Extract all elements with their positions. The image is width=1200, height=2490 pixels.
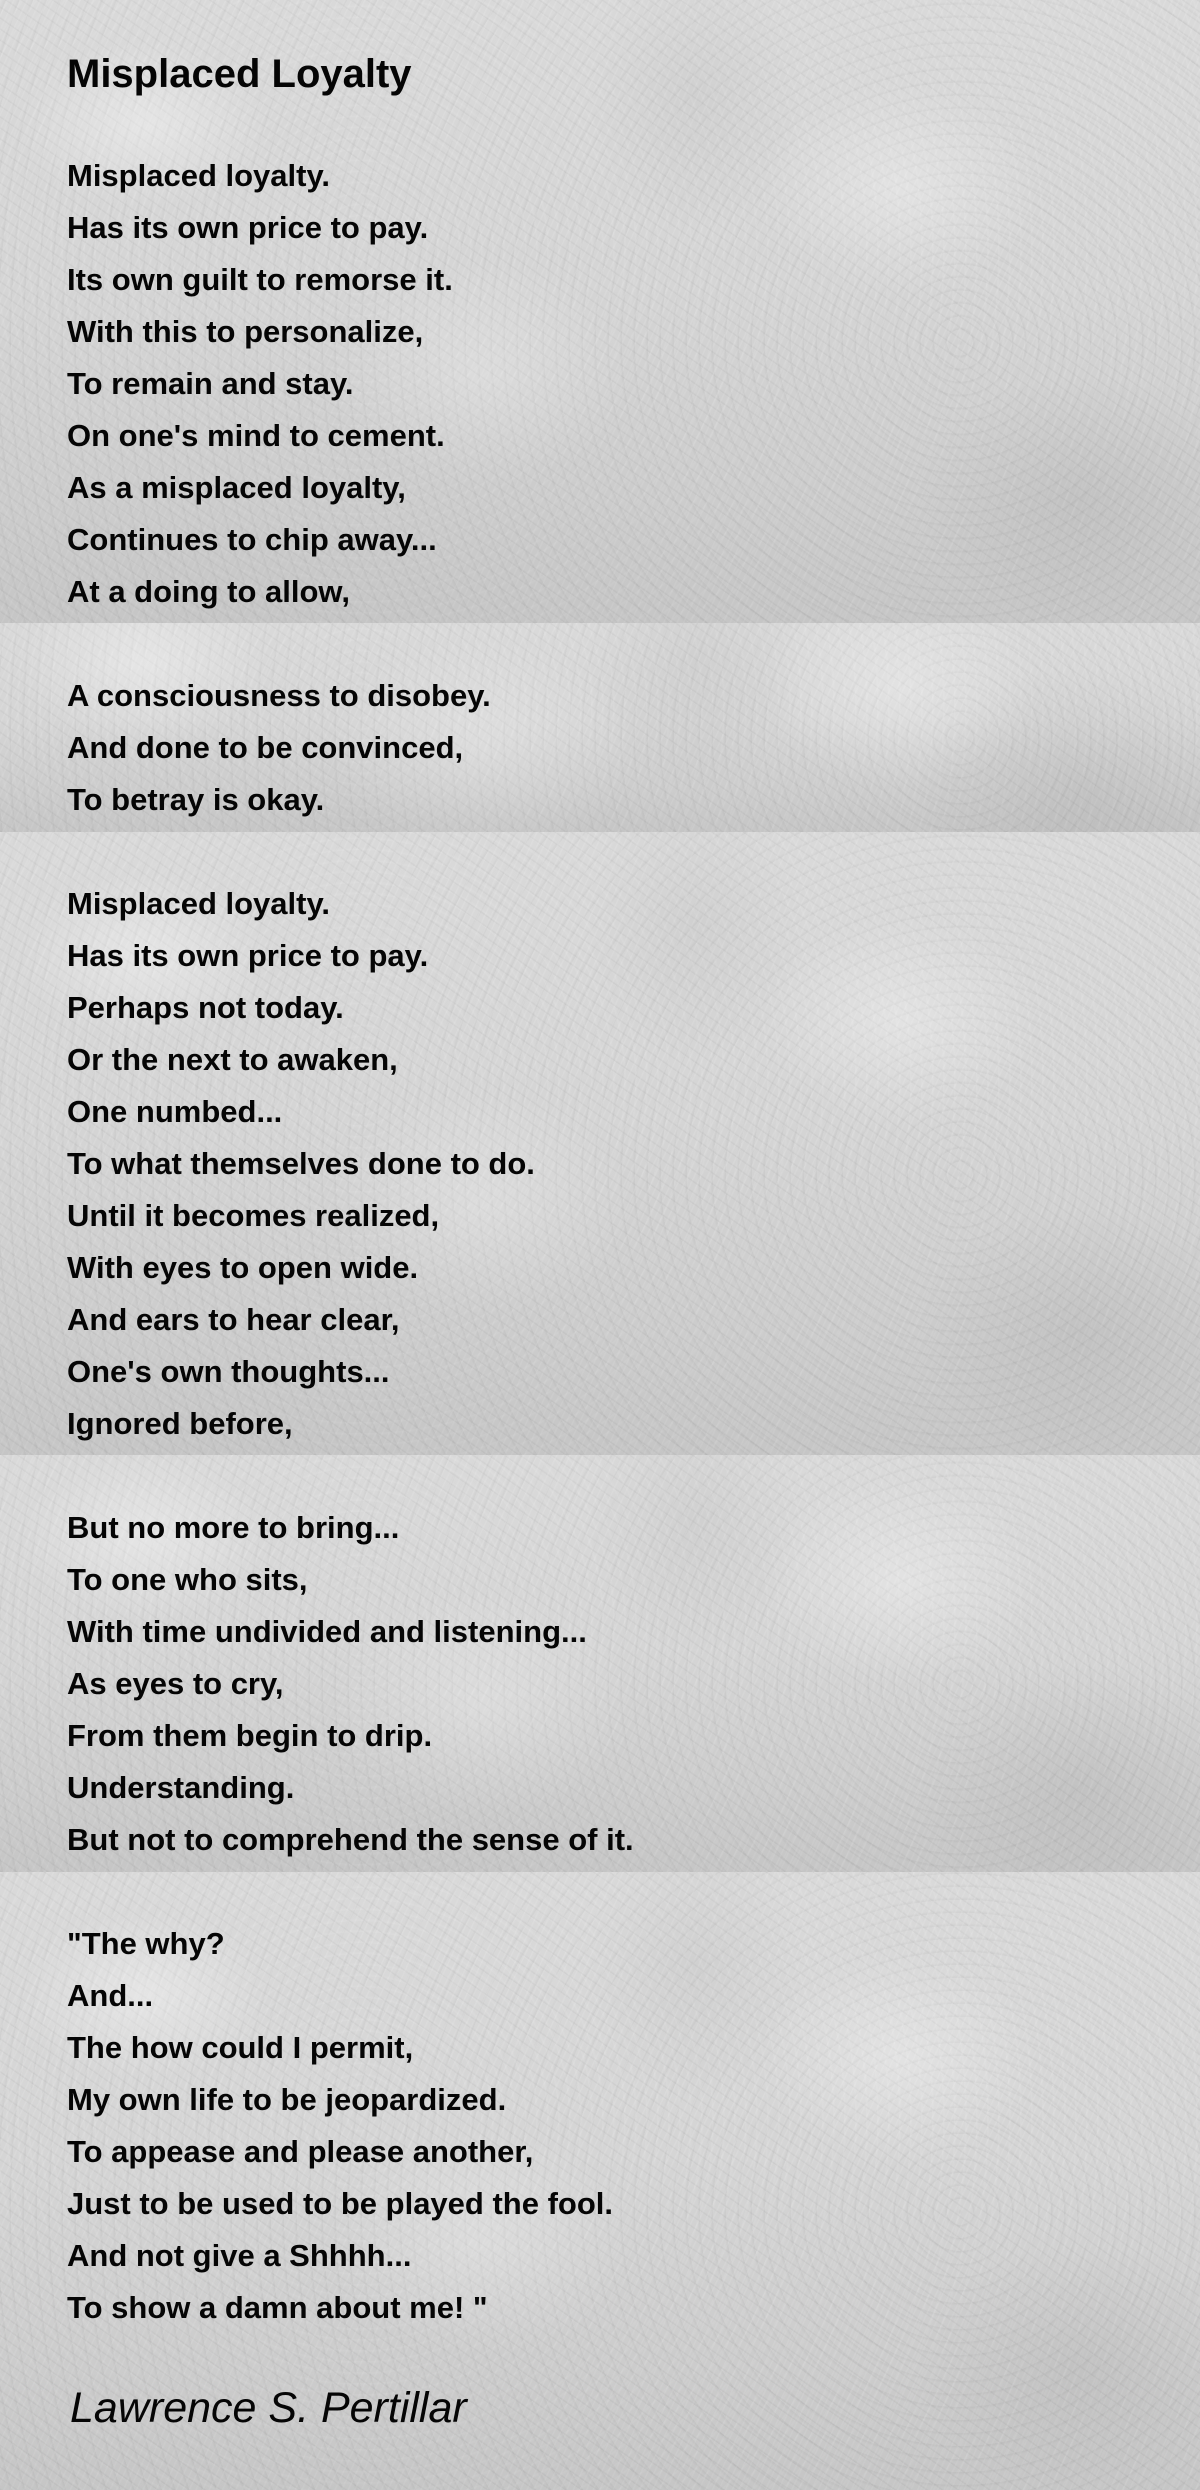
stanza-1	[67, 150, 634, 618]
stanza-5	[67, 1918, 634, 2334]
stanza-gap	[67, 826, 634, 878]
poem-line: On one's mind to cement.	[67, 418, 445, 453]
poem-line: "The why?	[67, 1926, 225, 1961]
poem-body	[67, 150, 634, 2334]
poem-line: With eyes to open wide.	[67, 1250, 419, 1285]
poem-line: Continues to chip away...	[67, 522, 437, 557]
poem-line: At a doing to allow,	[67, 574, 350, 609]
poem-line: Until it becomes realized,	[67, 1198, 440, 1233]
stanza-gap	[67, 1450, 634, 1502]
poem-line: Its own guilt to remorse it.	[67, 262, 453, 297]
poem-line: To remain and stay.	[67, 366, 354, 401]
poem-line: From them begin to drip.	[67, 1718, 433, 1753]
poem-line: To appease and please another,	[67, 2134, 534, 2169]
poem-line: And...	[67, 1978, 154, 2013]
poem-line: Ignored before,	[67, 1406, 293, 1441]
poem-line: To betray is okay.	[67, 782, 325, 817]
poem-title: Misplaced Loyalty	[67, 52, 412, 96]
poem-line: To show a damn about me! "	[67, 2290, 488, 2325]
stanza-4	[67, 1502, 634, 1866]
poem-line: And done to be convinced,	[67, 730, 464, 765]
poem-line: Has its own price to pay.	[67, 938, 429, 973]
poem-line: The how could I permit,	[67, 2030, 414, 2065]
poem-line: Just to be used to be played the fool.	[67, 2186, 613, 2221]
poem-line: With time undivided and listening...	[67, 1614, 587, 1649]
poem-line: One numbed...	[67, 1094, 283, 1129]
poem-line: My own life to be jeopardized.	[67, 2082, 507, 2117]
poem-line: Or the next to awaken,	[67, 1042, 398, 1077]
poem-line: With this to personalize,	[67, 314, 424, 349]
poem-line: One's own thoughts...	[67, 1354, 390, 1389]
poem-line: And not give a Shhhh...	[67, 2238, 412, 2273]
poem-line: Understanding.	[67, 1770, 295, 1805]
poem-line: But not to comprehend the sense of it.	[67, 1822, 634, 1857]
poem-line: Misplaced loyalty.	[67, 886, 331, 921]
poem-author: Lawrence S. Pertillar	[70, 2384, 467, 2432]
stanza-gap	[67, 618, 634, 670]
stanza-3	[67, 878, 634, 1450]
poem-line: And ears to hear clear,	[67, 1302, 400, 1337]
stanza-2	[67, 670, 634, 826]
poem-line: A consciousness to disobey.	[67, 678, 491, 713]
poem-line: As eyes to cry,	[67, 1666, 284, 1701]
poem-line: Perhaps not today.	[67, 990, 344, 1025]
poem-line: To one who sits,	[67, 1562, 308, 1597]
poem-line: Has its own price to pay.	[67, 210, 429, 245]
poem-line: Misplaced loyalty.	[67, 158, 331, 193]
poem-line: But no more to bring...	[67, 1510, 400, 1545]
poem-line: To what themselves done to do.	[67, 1146, 535, 1181]
poem-line: As a misplaced loyalty,	[67, 470, 406, 505]
stanza-gap	[67, 1866, 634, 1918]
